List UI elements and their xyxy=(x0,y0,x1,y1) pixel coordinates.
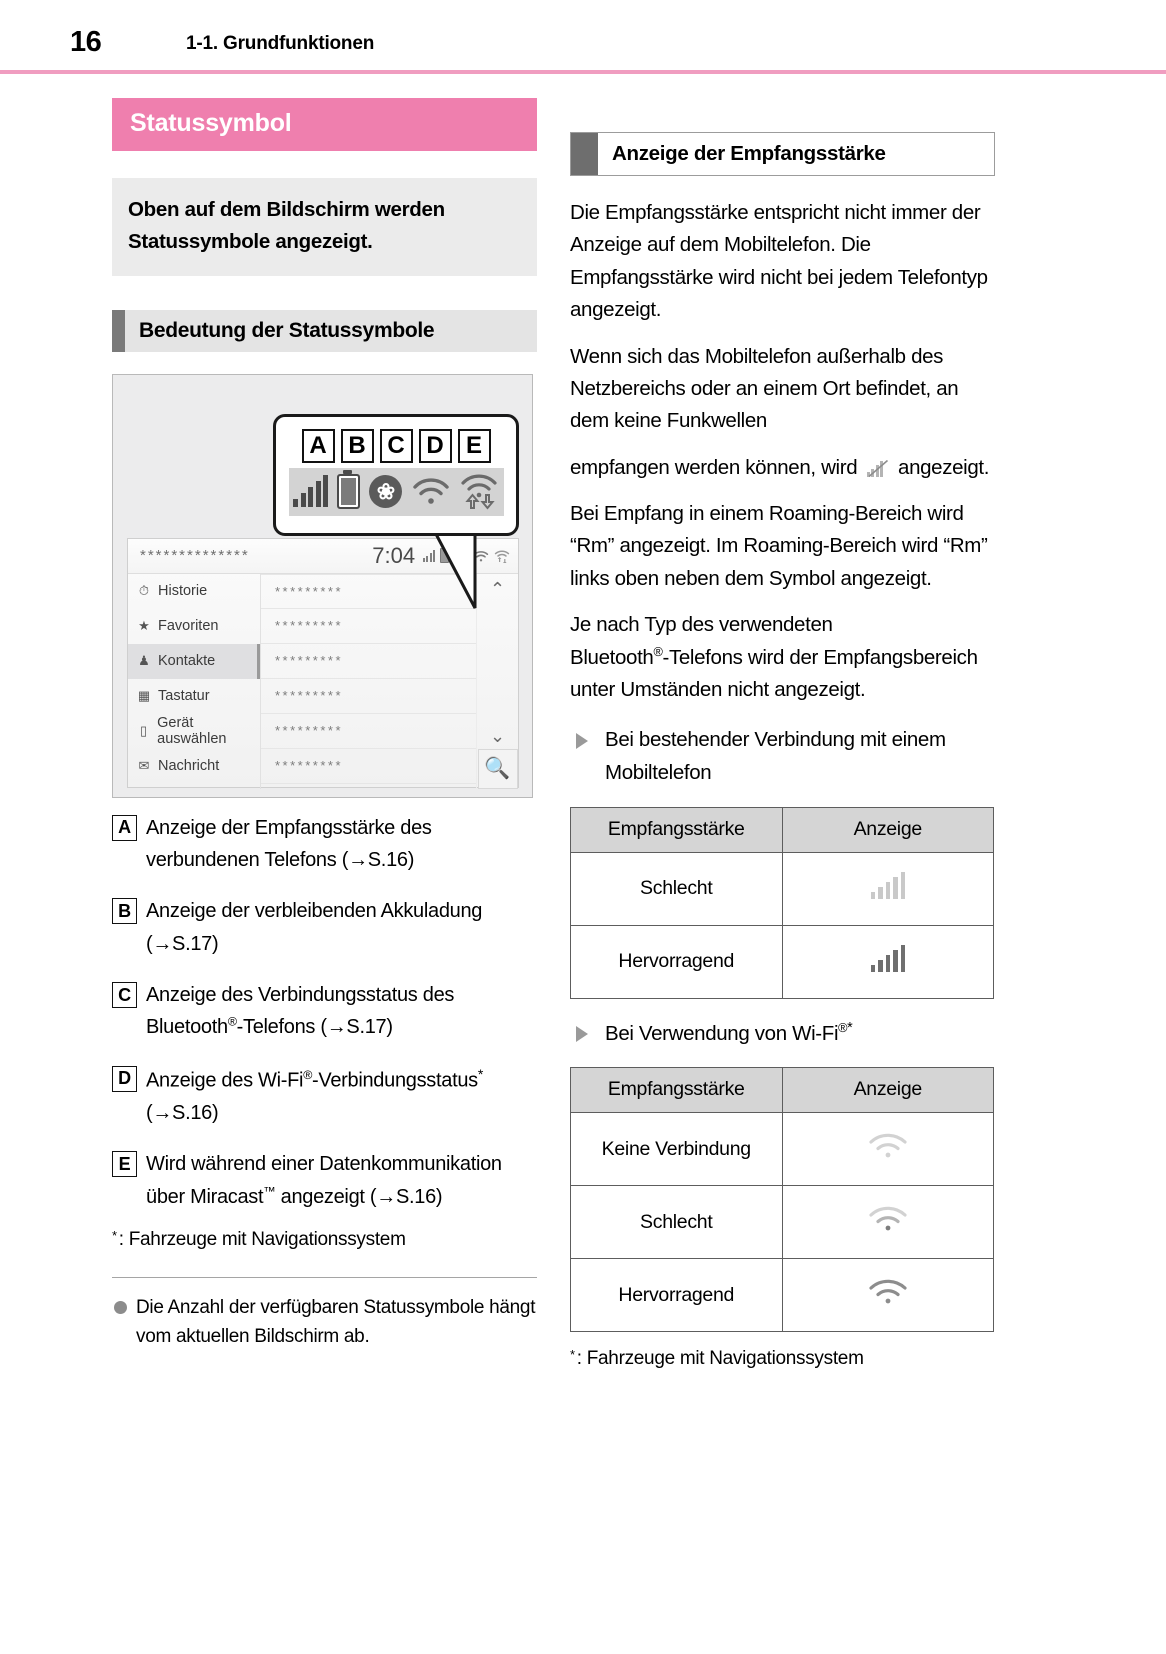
left-column xyxy=(112,98,537,1352)
device-clock: 7:04 xyxy=(372,542,416,568)
table-cell-icon xyxy=(782,852,994,925)
table-cell-label: Hervorragend xyxy=(571,925,783,998)
footnote-star-mark: * xyxy=(847,1019,853,1036)
section-heading-label: Anzeige der Empfangsstärke xyxy=(612,142,886,165)
legend-text-b: Anzeige der verbleibenden Akkuladung (→S.17) xyxy=(146,900,483,955)
callout-letter-d: D xyxy=(419,429,452,463)
menu-item-historie[interactable] xyxy=(128,574,260,609)
menu-item-label: Gerät auswählen xyxy=(157,715,227,748)
wifi-none-icon xyxy=(866,1131,910,1161)
legend-key-a: A xyxy=(112,815,137,841)
legend-text-e-part1: Wird während einer Datenkommunikation über Miracast xyxy=(146,1153,502,1208)
legend-text-d xyxy=(146,1063,537,1129)
right-footnote xyxy=(570,1348,995,1370)
legend-item-e xyxy=(112,1148,537,1213)
arrow-item-wifi-text-a: Bei Verwendung von Wi-Fi xyxy=(605,1021,839,1045)
header-divider-rule xyxy=(0,70,1166,74)
legend-item-a xyxy=(112,812,537,877)
signal-strength-table-wifi xyxy=(570,1067,994,1332)
bullet-dot-icon xyxy=(114,1301,127,1314)
list-item-masked: ********* xyxy=(275,723,344,739)
paragraph-signal-1: Die Empfangsstärke entspricht nicht immer der Anzeige auf dem Mobiltelefon. Die Empfangsstärke wird nicht bei jedem Telefontyp angezeigt. xyxy=(570,201,988,322)
table-cell-label: Keine Verbindung xyxy=(571,1113,783,1186)
table-cell-label: Schlecht xyxy=(571,1186,783,1259)
callout-letter-c: C xyxy=(380,429,413,463)
footnote-star: * xyxy=(112,1228,117,1244)
wifi-weak-icon xyxy=(866,1204,910,1234)
table-header-row xyxy=(571,807,994,852)
registered-mark: ® xyxy=(653,643,663,659)
paragraph-roaming: Bei Empfang in einem Roaming-Bereich wird “Rm” angezeigt. Im Roaming-Bereich wird “Rm” links oben neben dem Symbol angezeigt. xyxy=(570,502,988,590)
paragraph-bluetooth-c: -Telefons wird der Empfangsbereich unter Umständen nicht angezeigt. xyxy=(570,645,978,701)
menu-item-nachricht[interactable] xyxy=(128,749,260,784)
callout-letter-b: B xyxy=(341,429,374,463)
section-heading-marker xyxy=(571,133,598,175)
registered-mark: ® xyxy=(838,1019,848,1035)
callout-pointer xyxy=(431,530,491,612)
signal-bars-icon xyxy=(293,477,328,507)
chevron-up-icon[interactable]: ⌃ xyxy=(489,578,506,599)
clock-icon: ⏱ xyxy=(138,583,150,599)
footnote-text: : Fahrzeuge mit Navigationssystem xyxy=(576,1348,864,1370)
menu-item-label: Favoriten xyxy=(158,618,219,635)
section-heading-meaning xyxy=(112,310,537,352)
no-signal-icon xyxy=(865,459,891,477)
signal-strength-table-phone xyxy=(570,807,994,999)
menu-item-kontakte[interactable] xyxy=(128,644,260,679)
legend-text-d-part3: (→S.16) xyxy=(146,1101,219,1124)
chapter-title-bar: Statussymbol xyxy=(112,98,537,151)
bluetooth-icon: ❀ xyxy=(369,475,402,508)
callout-letter-row xyxy=(276,417,516,463)
legend-item-d xyxy=(112,1063,537,1129)
footnote-text: : Fahrzeuge mit Navigationssystem xyxy=(118,1229,406,1251)
legend-text-c xyxy=(146,979,537,1044)
paragraph-signal-3 xyxy=(570,452,995,484)
miracast-icon xyxy=(459,474,499,510)
registered-mark: ® xyxy=(227,1014,237,1029)
list-item[interactable] xyxy=(261,679,476,714)
list-item-masked: ********* xyxy=(275,583,344,599)
status-icon-figure xyxy=(112,374,533,798)
legend-text-c-part1: Anzeige des Verbindungsstatus des Bluetooth xyxy=(146,984,455,1039)
arrow-item-phone xyxy=(570,724,995,790)
bullet-note xyxy=(112,1294,537,1352)
menu-item-label: Tastatur xyxy=(158,688,210,705)
signal-bars-strong-icon xyxy=(871,946,906,972)
registered-mark: ® xyxy=(303,1067,313,1082)
list-item-masked: ********* xyxy=(275,653,344,669)
paragraph-signal-3-b: angezeigt. xyxy=(898,455,990,479)
right-column xyxy=(570,98,995,1370)
table-header-display: Anzeige xyxy=(782,807,994,852)
left-footnote xyxy=(112,1229,537,1251)
triangle-bullet-icon xyxy=(576,733,588,749)
signal-bars-weak-icon xyxy=(871,873,906,899)
table-row xyxy=(571,852,994,925)
legend-key-e: E xyxy=(112,1151,137,1177)
callout-letter-e: E xyxy=(458,429,491,463)
callout-icon-row xyxy=(289,468,504,516)
legend-list xyxy=(112,812,537,1214)
footnote-star: * xyxy=(570,1347,575,1363)
table-cell-icon xyxy=(782,1186,994,1259)
table-cell-label: Schlecht xyxy=(571,852,783,925)
bullet-note-text: Die Anzahl der verfügbaren Statussymbole hängt vom aktuellen Bildschirm ab. xyxy=(136,1297,536,1347)
trademark-mark: ™ xyxy=(263,1184,276,1199)
table-row xyxy=(571,925,994,998)
menu-item-label: Historie xyxy=(158,583,208,600)
legend-text-e-part2: angezeigt (→S.16) xyxy=(275,1185,443,1208)
status-icon-callout xyxy=(273,414,519,536)
chevron-down-icon[interactable]: ⌄ xyxy=(489,725,506,746)
menu-item-label: Nachricht xyxy=(158,758,220,775)
legend-text-d-part2: -Verbindungsstatus xyxy=(312,1069,478,1092)
device-side-menu xyxy=(128,574,261,789)
list-item[interactable] xyxy=(261,609,476,644)
menu-item-favoriten[interactable] xyxy=(128,609,260,644)
table-cell-icon xyxy=(782,925,994,998)
star-icon: ★ xyxy=(138,618,150,634)
legend-text-a: Anzeige der Empfangsstärke des verbundenen Telefons (→S.16) xyxy=(146,816,432,871)
table-header-strength: Empfangsstärke xyxy=(571,1068,783,1113)
paragraph-bluetooth-b: Bluetooth xyxy=(570,645,654,669)
table-cell-icon xyxy=(782,1259,994,1332)
wifi-strong-icon xyxy=(866,1277,910,1307)
message-icon: ✉ xyxy=(138,758,150,774)
section-heading-label: Bedeutung der Statussymbole xyxy=(139,318,435,342)
legend-item-b xyxy=(112,895,537,960)
menu-item-tastatur[interactable] xyxy=(128,679,260,714)
intro-callout-box: Oben auf dem Bildschirm werden Statussymbole angezeigt. xyxy=(112,178,537,276)
list-item[interactable] xyxy=(261,644,476,679)
paragraph-bluetooth-a: Je nach Typ des verwendeten xyxy=(570,613,833,637)
legend-key-c: C xyxy=(112,982,137,1008)
page-number: 16 xyxy=(70,26,102,58)
battery-icon xyxy=(337,474,360,509)
legend-text-d-part1: Anzeige des Wi-Fi xyxy=(146,1069,304,1092)
note-divider xyxy=(112,1277,537,1352)
section-heading-signal xyxy=(570,132,995,176)
arrow-item-wifi-text xyxy=(605,1017,852,1051)
device-title-masked: ************** xyxy=(140,547,250,565)
legend-key-d: D xyxy=(112,1066,137,1092)
header-section-title: 1-1. Grundfunktionen xyxy=(186,33,375,54)
table-header-display: Anzeige xyxy=(782,1068,994,1113)
legend-text-c-part2: -Telefons (→S.17) xyxy=(236,1016,393,1039)
footnote-star-mark: * xyxy=(477,1065,484,1082)
table-cell-icon xyxy=(782,1113,994,1186)
miracast-icon xyxy=(494,549,510,563)
search-icon[interactable]: 🔍 xyxy=(478,749,518,789)
paragraph-bluetooth xyxy=(570,609,995,706)
keypad-icon: ▦ xyxy=(137,688,151,704)
list-item[interactable] xyxy=(261,714,476,749)
page-header xyxy=(0,26,1166,70)
paragraph-signal-3-a: empfangen werden können, wird xyxy=(570,455,858,479)
list-item-masked: ********* xyxy=(275,618,344,634)
contacts-icon: ♟ xyxy=(138,653,150,669)
table-header-row xyxy=(571,1068,994,1113)
paragraph-signal-2 xyxy=(570,341,995,438)
legend-item-c xyxy=(112,979,537,1044)
paragraph-signal-2-a: Wenn sich das Mobiltelefon außerhalb des Netzbereichs oder an einem Ort befindet, an dem keine Funkwellen xyxy=(570,344,959,433)
table-cell-label: Hervorragend xyxy=(571,1259,783,1332)
list-item[interactable] xyxy=(261,749,476,784)
section-heading-marker xyxy=(112,310,125,352)
callout-letter-a: A xyxy=(302,429,335,463)
arrow-item-wifi xyxy=(570,1017,995,1051)
table-row xyxy=(571,1186,994,1259)
table-row xyxy=(571,1113,994,1186)
menu-item-label: Kontakte xyxy=(158,653,216,670)
arrow-item-phone-text: Bei bestehender Verbindung mit einem Mobiltelefon xyxy=(605,728,946,785)
device-icon: ▯ xyxy=(139,723,148,739)
triangle-bullet-icon xyxy=(576,1026,588,1042)
list-item-masked: ********* xyxy=(275,688,344,704)
list-item-masked: ********* xyxy=(275,758,344,774)
table-row xyxy=(571,1259,994,1332)
menu-item-geraet-auswaehlen[interactable] xyxy=(128,714,260,749)
table-header-strength: Empfangsstärke xyxy=(571,807,783,852)
wifi-icon xyxy=(412,476,450,508)
legend-key-b: B xyxy=(112,898,137,924)
legend-text-e xyxy=(146,1148,537,1213)
